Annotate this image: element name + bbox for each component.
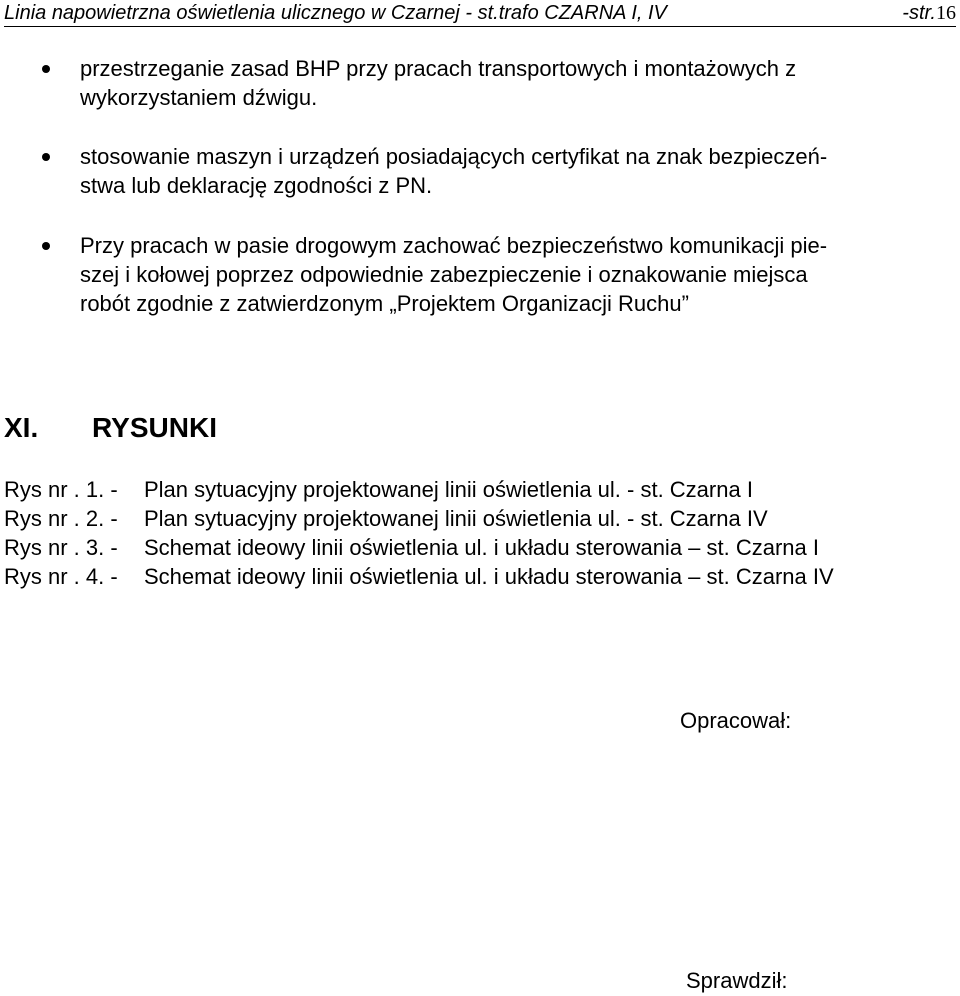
drawing-ref: Rys nr . 1. - bbox=[4, 477, 118, 502]
document-title: Linia napowietrzna oświetlenia ulicznego w Czarnej - st.trafo CZARNA I, IV bbox=[4, 2, 667, 24]
drawing-ref: Rys nr . 3. - bbox=[4, 535, 118, 560]
bullet-icon bbox=[42, 242, 50, 250]
drawing-description: Schemat ideowy linii oświetlenia ul. i układu sterowania – st. Czarna IV bbox=[144, 564, 834, 589]
bullet-text-line: stosowanie maszyn i urządzeń posiadających certyfikat na znak bezpieczeń- bbox=[80, 144, 828, 169]
drawing-list-item bbox=[4, 562, 834, 591]
drawing-list-item bbox=[4, 533, 819, 562]
bullet-icon bbox=[42, 153, 50, 161]
checked-by-label: Sprawdził: bbox=[686, 968, 788, 993]
bullet-text-line: robót zgodnie z zatwierdzonym „Projektem Organizacji Ruchu” bbox=[80, 291, 689, 316]
page-label: -str. bbox=[902, 2, 936, 24]
bullet-icon bbox=[42, 65, 50, 73]
section-number: XI. bbox=[4, 412, 39, 443]
drawing-ref: Rys nr . 2. - bbox=[4, 506, 118, 531]
page-header bbox=[4, 0, 956, 27]
drawing-ref: Rys nr . 4. - bbox=[4, 564, 118, 589]
bullet-text-line: przestrzeganie zasad BHP przy pracach transportowych i montażowych z bbox=[80, 56, 797, 81]
bullet-text-line: Przy pracach w pasie drogowym zachować bezpieczeństwo komunikacji pie- bbox=[80, 233, 828, 258]
drawing-list-item bbox=[4, 475, 753, 504]
bullet-text-line: wykorzystaniem dźwigu. bbox=[80, 85, 318, 110]
prepared-by-label: Opracował: bbox=[680, 708, 792, 733]
bullet-text-line: szej i kołowej poprzez odpowiednie zabezpieczenie i oznakowanie miejsca bbox=[80, 262, 808, 287]
bullet-item-certificates bbox=[80, 142, 954, 200]
drawing-list-item bbox=[4, 504, 768, 533]
drawing-description: Plan sytuacyjny projektowanej linii oświetlenia ul. - st. Czarna IV bbox=[144, 506, 768, 531]
page-number bbox=[902, 0, 956, 26]
section-heading bbox=[4, 410, 217, 446]
bullet-text-line: stwa lub deklarację zgodności z PN. bbox=[80, 173, 433, 198]
drawing-description: Schemat ideowy linii oświetlenia ul. i układu sterowania – st. Czarna I bbox=[144, 535, 819, 560]
drawing-description: Plan sytuacyjny projektowanej linii oświetlenia ul. - st. Czarna I bbox=[144, 477, 753, 502]
bullet-item-traffic-safety bbox=[80, 231, 954, 318]
page-number-value: 16 bbox=[936, 2, 956, 24]
section-title: RYSUNKI bbox=[92, 412, 217, 443]
bullet-item-bhp bbox=[80, 54, 954, 112]
